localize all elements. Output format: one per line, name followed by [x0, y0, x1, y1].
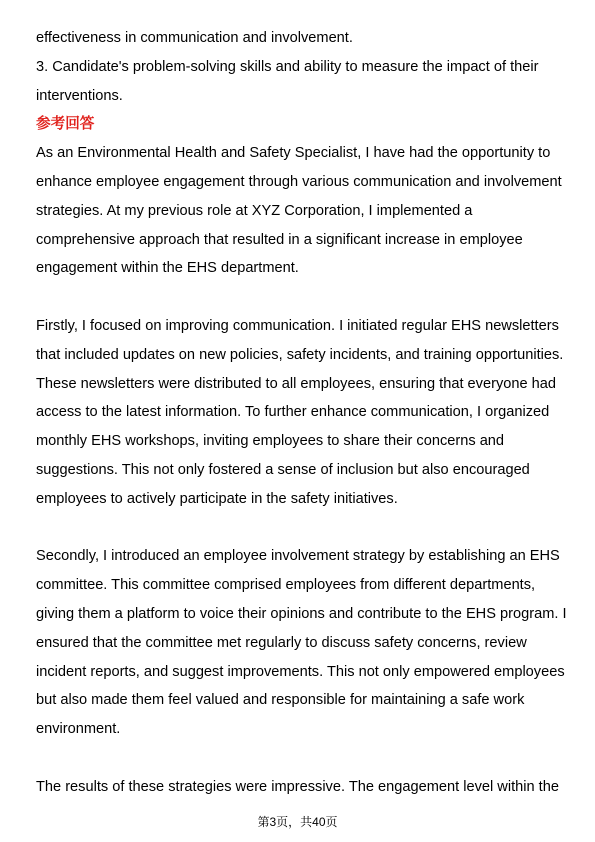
- paragraph: [36, 139, 562, 283]
- intro-line: interventions.: [36, 87, 123, 104]
- paragraph-line: environment.: [36, 721, 121, 738]
- paragraph-line: giving them a platform to voice their opinions and contribute to the EHS program. I: [36, 605, 567, 622]
- paragraph: [36, 542, 567, 744]
- paragraph-gap: [36, 744, 562, 773]
- document-body: [36, 24, 567, 802]
- paragraph-line: employees to actively participate in the safety initiatives.: [36, 490, 398, 507]
- paragraph-line: that included updates on new policies, safety incidents, and training opportunities.: [36, 346, 564, 363]
- paragraph-line: These newsletters were distributed to all employees, ensuring that everyone had: [36, 375, 556, 392]
- paragraph-line: comprehensive approach that resulted in a significant increase in employee: [36, 231, 523, 248]
- paragraph-gap: [36, 283, 562, 312]
- paragraph-line: suggestions. This not only fostered a sense of inclusion but also encouraged: [36, 461, 530, 478]
- paragraph: [36, 312, 562, 514]
- paragraph-line: As an Environmental Health and Safety Specialist, I have had the opportunity to: [36, 145, 551, 162]
- intro-line: 3. Candidate's problem-solving skills and ability to measure the impact of their: [36, 58, 539, 75]
- page-number: 第3页，共40页: [257, 815, 338, 829]
- paragraph-line: ensured that the committee met regularly to discuss safety concerns, review: [36, 634, 527, 651]
- paragraph-line: monthly EHS workshops, inviting employees to share their concerns and: [36, 433, 505, 450]
- paragraph-line: Firstly, I focused on improving communication. I initiated regular EHS newsletters: [36, 317, 559, 334]
- paragraph-line: engagement within the EHS department.: [36, 260, 299, 277]
- paragraph-line: enhance employee engagement through various communication and involvement: [36, 173, 562, 190]
- paragraph-line: access to the latest information. To further enhance communication, I organized: [36, 404, 550, 421]
- paragraph-line: The results of these strategies were impressive. The engagement level within the: [36, 778, 559, 795]
- paragraph-line: incident reports, and suggest improvements. This not only empowered employees: [36, 663, 565, 680]
- answer-heading: 参考回答: [36, 116, 95, 133]
- paragraph-gap: [36, 514, 562, 543]
- paragraph-line: strategies. At my previous role at XYZ Corporation, I implemented a: [36, 202, 473, 219]
- intro-line: effectiveness in communication and involvement.: [36, 30, 353, 46]
- paragraph-line: committee. This committee comprised employees from different departments,: [36, 577, 536, 594]
- paragraph: [36, 773, 562, 802]
- paragraph-line: Secondly, I introduced an employee involvement strategy by establishing an EHS: [36, 548, 560, 565]
- paragraph-line: but also made them feel valued and responsible for maintaining a safe work: [36, 692, 525, 709]
